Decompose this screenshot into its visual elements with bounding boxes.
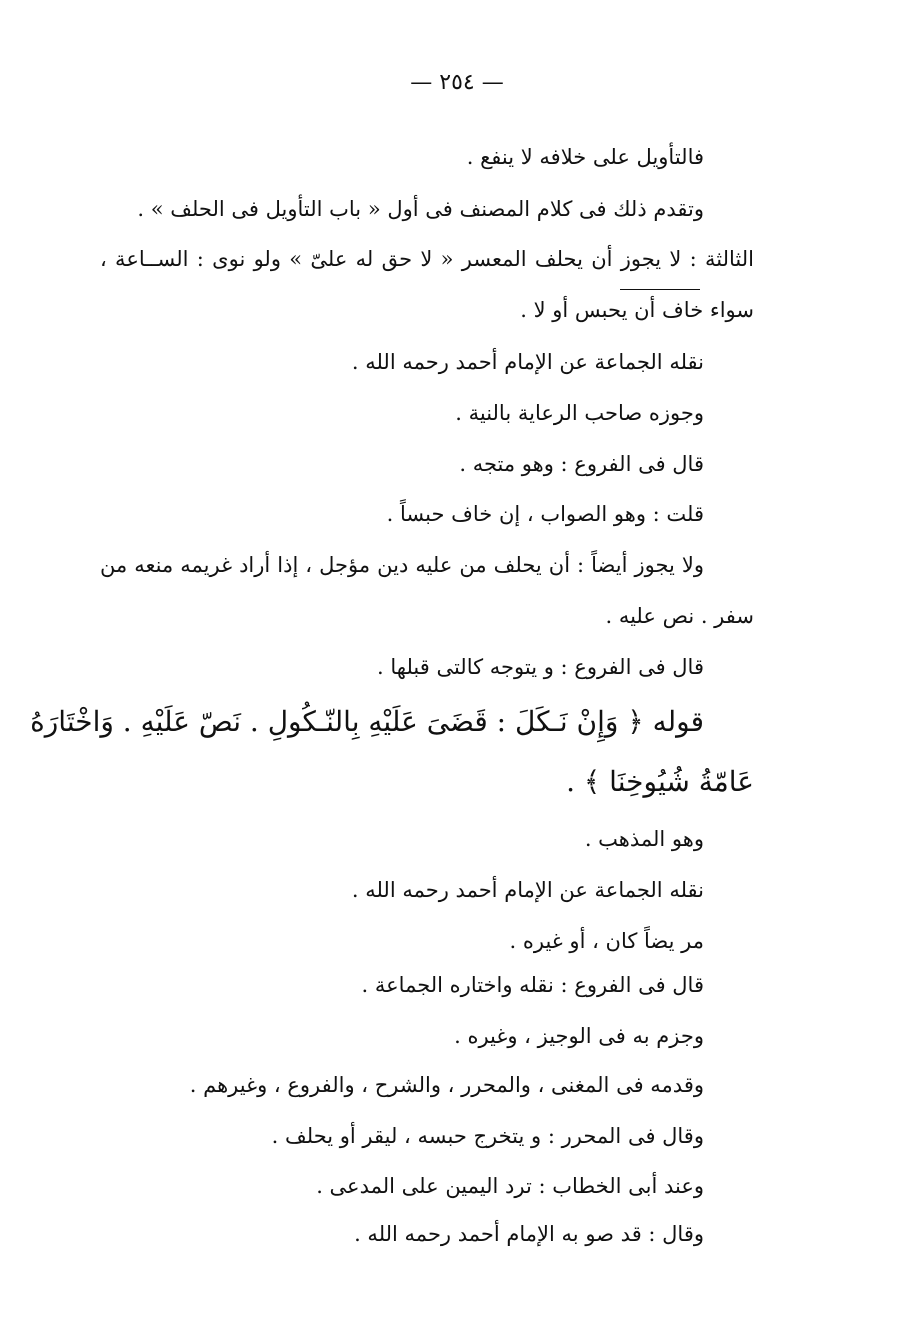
text-line: ولا يجوز أيضاً : أن يحلف من عليه دين مؤجل ، إذا أراد غريمه منعه من <box>100 553 704 577</box>
text-line: قال فى الفروع : و يتوجه كالتى قبلها . <box>377 655 704 679</box>
matn-line: عَامّةُ شُيُوخِنَا ﴾ . <box>566 765 754 798</box>
text-line: فالتأويل على خلافه لا ينفع . <box>466 145 704 169</box>
matn-line: قوله ﴿ وَإِنْ نَـكَلَ : قَضَىَ عَلَيْهِ بِالنّـكُولِ . نَصّ عَلَيْهِ . وَاخْتَارَهُ <box>30 705 704 738</box>
text-line: نقله الجماعة عن الإمام أحمد رحمه الله . <box>351 350 704 374</box>
text-line: وجوزه صاحب الرعاية بالنية . <box>455 401 704 425</box>
text-line: قال فى الفروع : نقله واختاره الجماعة . <box>361 973 704 997</box>
text-line: وعند أبى الخطاب : ترد اليمين على المدعى . <box>316 1174 704 1198</box>
text-line: وجزم به فى الوجيز ، وغيره . <box>454 1024 704 1048</box>
text-line: وتقدم ذلك فى كلام المصنف فى أول « باب التأويل فى الحلف » . <box>137 197 704 221</box>
text-line: نقله الجماعة عن الإمام أحمد رحمه الله . <box>351 878 704 902</box>
text-line: مر يضاً كان ، أو غيره . <box>509 929 704 953</box>
text-line: وقال فى المحرر : و يتخرج حبسه ، ليقر أو يحلف . <box>271 1124 704 1148</box>
text-line: وقال : قد صو به الإمام أحمد رحمه الله . <box>354 1222 704 1246</box>
text-line: وهو المذهب . <box>584 827 704 851</box>
text-line: الثالثة : لا يجوز أن يحلف المعسر « لا حق له علىّ » ولو نوى : الســاعة ، <box>100 247 754 271</box>
text-line: سفر . نص عليه . <box>605 604 754 628</box>
text-line: سواء خاف أن يحبس أو لا . <box>520 298 754 322</box>
text-line: وقدمه فى المغنى ، والمحرر ، والشرح ، والفروع ، وغيرهم . <box>189 1073 704 1097</box>
text-line: قال فى الفروع : وهو متجه . <box>459 452 704 476</box>
overline-mark <box>620 289 700 290</box>
page-number: — ٢٥٤ — <box>410 70 504 95</box>
text-line: قلت : وهو الصواب ، إن خاف حبساً . <box>386 502 704 526</box>
